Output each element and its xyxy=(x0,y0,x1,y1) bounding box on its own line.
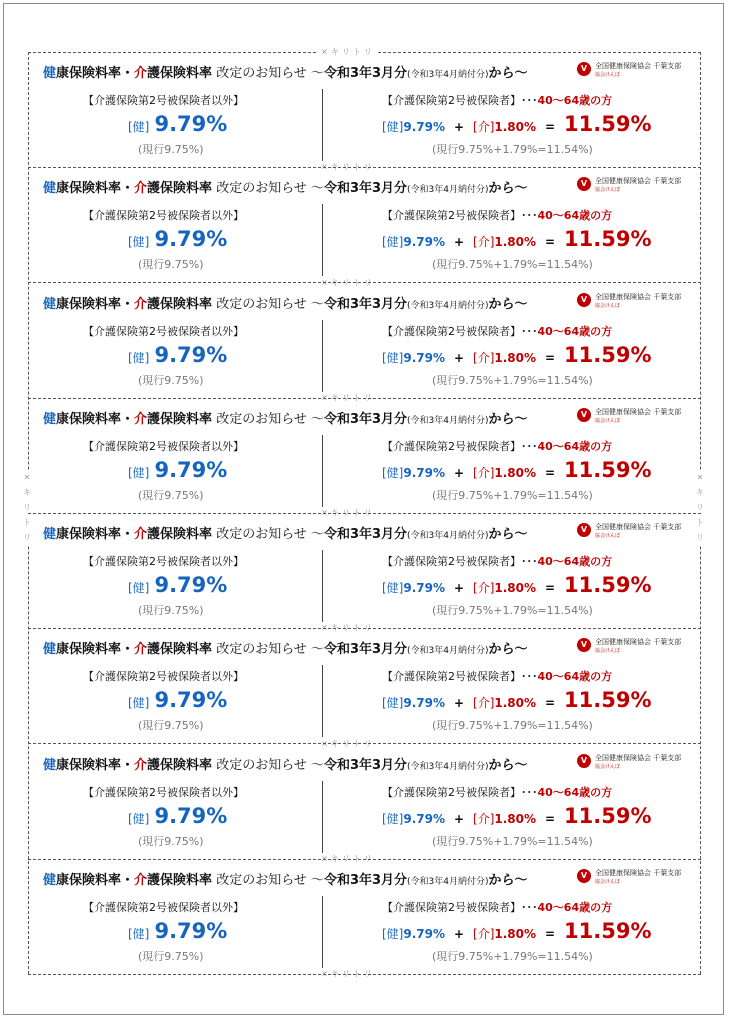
right-kai-tag: [介] xyxy=(473,350,495,365)
equals-sign: = xyxy=(545,235,556,250)
title-part2: 護保険料率 xyxy=(147,527,213,542)
logo-name: 全国健康保険協会 千葉支部 xyxy=(595,62,682,70)
title-notice: 改定のお知らせ ～ xyxy=(212,757,324,773)
right-current: (現行9.75%+1.79%=11.54%) xyxy=(432,949,593,963)
right-ken-rate: 9.79% xyxy=(403,581,446,595)
title-end: から～ xyxy=(488,66,528,81)
right-rate-formula xyxy=(382,227,652,251)
right-ken-tag: [健] xyxy=(382,350,404,365)
title-ken: 健 xyxy=(43,757,57,773)
logo-sub: 協会けんぽ xyxy=(595,187,621,194)
right-header xyxy=(382,553,612,569)
title-end: から～ xyxy=(488,296,528,312)
left-rate-value: 9.79% xyxy=(154,112,228,136)
title-small: (令和3年4月納付分) xyxy=(407,761,489,772)
right-header xyxy=(382,899,612,915)
title-small: (令和3年4月納付分) xyxy=(407,876,489,887)
left-rate-value: 9.79% xyxy=(154,918,228,943)
title-end: から～ xyxy=(488,872,528,888)
title-part1: 康保険料率・ xyxy=(56,181,135,197)
left-current: (現行9.75%) xyxy=(138,949,204,963)
title-small: (令和3年4月納付分) xyxy=(407,185,489,196)
right-header-label: 【介護保険第2号被保険者】･･･ xyxy=(382,209,538,223)
logo-name: 全国健康保険協会 千葉支部 xyxy=(595,407,682,416)
right-current: (現行9.75%+1.79%=11.54%) xyxy=(432,604,593,617)
side-cut-char: ✕ xyxy=(696,473,704,482)
notice-title xyxy=(43,638,528,657)
left-current: (現行9.75%) xyxy=(138,834,204,848)
right-current: (現行9.75%+1.79%=11.54%) xyxy=(432,834,593,848)
right-ken-rate: 9.79% xyxy=(403,235,446,250)
right-kai-rate: 1.80% xyxy=(494,120,537,134)
right-current: (現行9.75%+1.79%=11.54%) xyxy=(432,488,593,502)
notice-title xyxy=(43,869,528,888)
left-tag: [健] xyxy=(128,465,150,480)
right-total: 11.59% xyxy=(564,227,652,252)
side-cut-char: ト xyxy=(23,518,31,527)
title-kai: 介 xyxy=(134,66,148,81)
left-header: 【介護保険第2号被保険者以外】 xyxy=(83,785,244,799)
right-age: 40～64歳の方 xyxy=(537,785,613,799)
logo-mark-icon: V xyxy=(577,408,591,422)
column-divider xyxy=(322,665,323,737)
title-kai: 介 xyxy=(134,527,148,542)
right-kai-rate: 1.80% xyxy=(494,581,537,595)
right-rate-formula xyxy=(382,458,652,482)
right-rate-formula xyxy=(382,343,652,367)
right-ken-tag: [健] xyxy=(382,811,404,826)
logo-name: 全国健康保険協会 千葉支部 xyxy=(595,638,682,647)
title-date: 令和3年3月分 xyxy=(323,66,408,81)
logo-name: 全国健康保険協会 千葉支部 xyxy=(595,868,682,877)
right-header-label: 【介護保険第2号被保険者】･･･ xyxy=(382,324,538,338)
right-header-label: 【介護保険第2号被保険者】･･･ xyxy=(382,785,538,799)
left-tag: [健] xyxy=(128,235,150,250)
right-rate-formula xyxy=(382,919,652,943)
title-notice: 改定のお知らせ ～ xyxy=(212,642,324,658)
right-rate-formula xyxy=(382,688,652,712)
left-rate xyxy=(128,458,227,482)
left-rate-value: 9.79% xyxy=(154,803,228,828)
right-header xyxy=(382,92,612,108)
right-rate-formula xyxy=(382,804,652,828)
title-part2: 護保険料率 xyxy=(147,757,213,773)
side-cut-char: リ xyxy=(23,503,31,512)
right-total: 11.59% xyxy=(564,918,652,943)
left-rate-value: 9.79% xyxy=(154,573,228,597)
left-rate-value: 9.79% xyxy=(154,227,228,252)
logo-name: 全国健康保険協会 千葉支部 xyxy=(595,292,682,301)
notice-title xyxy=(43,523,528,542)
title-notice: 改定のお知らせ ～ xyxy=(212,527,324,542)
left-tag: [健] xyxy=(128,926,150,941)
right-current: (現行9.75%+1.79%=11.54%) xyxy=(432,258,593,272)
title-end: から～ xyxy=(488,181,528,197)
right-age: 40～64歳の方 xyxy=(537,439,613,453)
title-small: (令和3年4月納付分) xyxy=(407,415,489,426)
right-total: 11.59% xyxy=(564,112,652,136)
right-current: (現行9.75%+1.79%=11.54%) xyxy=(432,143,593,156)
title-notice: 改定のお知らせ ～ xyxy=(212,296,324,312)
column-divider xyxy=(322,204,323,276)
right-ken-tag: [健] xyxy=(382,120,404,134)
left-header: 【介護保険第2号被保険者以外】 xyxy=(83,209,244,223)
equals-sign: = xyxy=(545,465,556,480)
title-date: 令和3年3月分 xyxy=(323,527,408,542)
right-ken-rate: 9.79% xyxy=(403,120,446,134)
side-cut-char: ト xyxy=(696,518,704,527)
title-notice: 改定のお知らせ ～ xyxy=(212,411,324,427)
title-kai: 介 xyxy=(134,757,148,773)
title-part1: 康保険料率・ xyxy=(56,527,135,542)
title-date: 令和3年3月分 xyxy=(323,757,408,773)
plus-sign: + xyxy=(453,120,465,134)
logo-sub: 協会けんぽ xyxy=(595,648,621,655)
left-tag: [健] xyxy=(128,581,150,595)
coupon xyxy=(28,744,701,860)
right-kai-rate: 1.80% xyxy=(494,465,537,480)
right-kai-tag: [介] xyxy=(473,465,495,480)
title-part2: 護保険料率 xyxy=(147,181,213,197)
title-part2: 護保険料率 xyxy=(147,296,213,312)
left-rate xyxy=(128,112,227,136)
left-header: 【介護保険第2号被保険者以外】 xyxy=(83,555,244,568)
title-part2: 護保険料率 xyxy=(147,642,213,658)
title-part2: 護保険料率 xyxy=(147,872,213,888)
right-age: 40～64歳の方 xyxy=(537,555,613,568)
plus-sign: + xyxy=(453,350,465,365)
notice-title xyxy=(43,293,528,312)
right-ken-rate: 9.79% xyxy=(403,465,446,480)
right-age: 40～64歳の方 xyxy=(537,324,613,338)
left-tag: [健] xyxy=(128,696,150,711)
title-kai: 介 xyxy=(134,642,148,658)
cut-label: ✕キリトリ xyxy=(318,162,378,173)
title-part2: 護保険料率 xyxy=(147,66,213,81)
left-current: (現行9.75%) xyxy=(138,488,204,502)
title-ken: 健 xyxy=(43,181,57,197)
title-part2: 護保険料率 xyxy=(147,411,213,427)
left-rate xyxy=(128,804,227,828)
notice-title xyxy=(43,754,528,773)
left-rate xyxy=(128,573,227,597)
coupon xyxy=(28,283,701,399)
left-rate xyxy=(128,227,227,251)
logo-sub: 協会けんぽ xyxy=(595,878,621,885)
right-kai-rate: 1.80% xyxy=(494,926,537,941)
plus-sign: + xyxy=(453,581,465,595)
right-total: 11.59% xyxy=(564,457,652,482)
title-part1: 康保険料率・ xyxy=(56,66,135,81)
right-ken-tag: [健] xyxy=(382,581,404,595)
left-current: (現行9.75%) xyxy=(138,373,204,387)
plus-sign: + xyxy=(453,926,465,941)
right-header xyxy=(382,207,612,223)
left-tag: [健] xyxy=(128,811,150,826)
column-divider xyxy=(322,550,323,622)
column-divider xyxy=(322,320,323,392)
title-notice: 改定のお知らせ ～ xyxy=(212,872,324,888)
notice-title xyxy=(43,62,528,81)
title-end: から～ xyxy=(488,411,528,427)
coupon xyxy=(28,167,701,283)
right-age: 40～64歳の方 xyxy=(537,209,613,223)
title-notice: 改定のお知らせ ～ xyxy=(212,181,324,197)
title-part1: 康保険料率・ xyxy=(56,642,135,658)
side-cut-char: リ xyxy=(696,503,704,512)
title-small: (令和3年4月納付分) xyxy=(407,531,489,541)
title-small: (令和3年4月納付分) xyxy=(407,300,489,311)
column-divider xyxy=(322,89,323,161)
right-ken-rate: 9.79% xyxy=(403,811,446,826)
title-end: から～ xyxy=(488,642,528,658)
side-cut-char: キ xyxy=(696,488,704,497)
right-header-label: 【介護保険第2号被保険者】･･･ xyxy=(382,439,538,453)
left-current: (現行9.75%) xyxy=(138,258,204,272)
title-part1: 康保険料率・ xyxy=(56,872,135,888)
right-kai-tag: [介] xyxy=(473,120,495,134)
plus-sign: + xyxy=(453,235,465,250)
right-header xyxy=(382,438,612,454)
left-rate xyxy=(128,919,227,943)
logo-mark-icon: V xyxy=(577,754,591,768)
title-part1: 康保険料率・ xyxy=(56,757,135,773)
right-total: 11.59% xyxy=(564,688,652,713)
logo-mark-icon: V xyxy=(577,523,591,537)
left-rate-value: 9.79% xyxy=(154,688,228,713)
cut-label: ✕キリトリ xyxy=(318,277,378,288)
logo-name: 全国健康保険協会 千葉支部 xyxy=(595,753,682,762)
side-cut-char: リ xyxy=(23,533,31,542)
left-tag: [健] xyxy=(128,350,150,365)
equals-sign: = xyxy=(545,926,556,941)
right-rate-formula xyxy=(382,112,652,136)
right-kai-tag: [介] xyxy=(473,235,495,250)
notice-title xyxy=(43,177,528,196)
side-cut-char: キ xyxy=(23,488,31,497)
logo-mark-icon: V xyxy=(577,62,591,76)
left-header: 【介護保険第2号被保険者以外】 xyxy=(83,670,244,684)
plus-sign: + xyxy=(453,696,465,711)
left-header: 【介護保険第2号被保険者以外】 xyxy=(83,324,244,338)
left-header: 【介護保険第2号被保険者以外】 xyxy=(83,94,244,107)
right-age: 40～64歳の方 xyxy=(537,900,613,914)
right-age: 40～64歳の方 xyxy=(537,670,613,684)
right-ken-rate: 9.79% xyxy=(403,696,446,711)
title-part1: 康保険料率・ xyxy=(56,296,135,312)
title-ken: 健 xyxy=(43,642,57,658)
right-current: (現行9.75%+1.79%=11.54%) xyxy=(432,719,593,733)
right-header-label: 【介護保険第2号被保険者】･･･ xyxy=(382,900,538,914)
left-rate xyxy=(128,343,227,367)
right-ken-tag: [健] xyxy=(382,926,404,941)
logo-name: 全国健康保険協会 千葉支部 xyxy=(595,177,682,186)
left-current: (現行9.75%) xyxy=(138,143,204,156)
title-ken: 健 xyxy=(43,527,57,542)
right-total: 11.59% xyxy=(564,803,652,828)
right-header-label: 【介護保険第2号被保険者】･･･ xyxy=(382,94,538,107)
right-total: 11.59% xyxy=(564,573,652,597)
title-date: 令和3年3月分 xyxy=(323,181,408,197)
left-current: (現行9.75%) xyxy=(138,719,204,733)
title-notice: 改定のお知らせ ～ xyxy=(212,66,324,81)
right-rate-formula xyxy=(382,573,652,597)
logo-name: 全国健康保険協会 千葉支部 xyxy=(595,523,682,531)
title-small: (令和3年4月納付分) xyxy=(407,70,489,80)
logo-sub: 協会けんぽ xyxy=(595,72,621,78)
logo-mark-icon: V xyxy=(577,293,591,307)
coupon xyxy=(28,628,701,744)
right-kai-rate: 1.80% xyxy=(494,811,537,826)
column-divider xyxy=(322,781,323,853)
plus-sign: + xyxy=(453,465,465,480)
cut-label: ✕キリトリ xyxy=(318,853,378,864)
logo-sub: 協会けんぽ xyxy=(595,533,621,539)
equals-sign: = xyxy=(545,811,556,826)
notice-title xyxy=(43,408,528,427)
title-ken: 健 xyxy=(43,872,57,888)
left-current: (現行9.75%) xyxy=(138,604,204,617)
title-part1: 康保険料率・ xyxy=(56,411,135,427)
right-header xyxy=(382,668,612,684)
logo-mark-icon: V xyxy=(577,869,591,883)
equals-sign: = xyxy=(545,350,556,365)
cut-label: ✕キリトリ xyxy=(318,623,378,634)
logo-sub: 協会けんぽ xyxy=(595,417,621,424)
title-date: 令和3年3月分 xyxy=(323,872,408,888)
plus-sign: + xyxy=(453,811,465,826)
right-total: 11.59% xyxy=(564,342,652,367)
right-ken-tag: [健] xyxy=(382,696,404,711)
column-divider xyxy=(322,896,323,968)
title-end: から～ xyxy=(488,757,528,773)
right-kai-tag: [介] xyxy=(473,581,495,595)
equals-sign: = xyxy=(545,581,556,595)
right-header-label: 【介護保険第2号被保険者】･･･ xyxy=(382,670,538,684)
side-cut-char: ✕ xyxy=(23,473,31,482)
cut-label: ✕キリトリ xyxy=(318,47,378,58)
right-ken-rate: 9.79% xyxy=(403,926,446,941)
cut-label: ✕キリトリ xyxy=(318,969,378,980)
cut-label: ✕キリトリ xyxy=(318,508,378,519)
title-ken: 健 xyxy=(43,296,57,312)
left-rate-value: 9.79% xyxy=(154,457,228,482)
title-small: (令和3年4月納付分) xyxy=(407,646,489,657)
right-kai-tag: [介] xyxy=(473,811,495,826)
title-kai: 介 xyxy=(134,296,148,312)
right-kai-rate: 1.80% xyxy=(494,696,537,711)
title-kai: 介 xyxy=(134,411,148,427)
logo-sub: 協会けんぽ xyxy=(595,302,621,309)
title-ken: 健 xyxy=(43,411,57,427)
right-age: 40～64歳の方 xyxy=(537,94,613,107)
left-header: 【介護保険第2号被保険者以外】 xyxy=(83,439,244,453)
equals-sign: = xyxy=(545,696,556,711)
title-date: 令和3年3月分 xyxy=(323,296,408,312)
right-header xyxy=(382,784,612,800)
logo-mark-icon: V xyxy=(577,638,591,652)
equals-sign: = xyxy=(545,120,556,134)
coupon xyxy=(28,859,701,975)
right-current: (現行9.75%+1.79%=11.54%) xyxy=(432,373,593,387)
right-ken-tag: [健] xyxy=(382,235,404,250)
right-ken-rate: 9.79% xyxy=(403,350,446,365)
title-date: 令和3年3月分 xyxy=(323,642,408,658)
left-rate-value: 9.79% xyxy=(154,342,228,367)
title-date: 令和3年3月分 xyxy=(323,411,408,427)
cut-label: ✕キリトリ xyxy=(318,738,378,749)
right-kai-rate: 1.80% xyxy=(494,235,537,250)
right-kai-rate: 1.80% xyxy=(494,350,537,365)
right-header-label: 【介護保険第2号被保険者】･･･ xyxy=(382,555,538,568)
right-header xyxy=(382,323,612,339)
side-cut-char: リ xyxy=(696,533,704,542)
title-ken: 健 xyxy=(43,66,57,81)
right-kai-tag: [介] xyxy=(473,696,495,711)
right-ken-tag: [健] xyxy=(382,465,404,480)
left-header: 【介護保険第2号被保険者以外】 xyxy=(83,900,244,914)
coupon xyxy=(28,52,701,168)
coupon xyxy=(28,398,701,514)
left-rate xyxy=(128,688,227,712)
title-end: から～ xyxy=(488,527,528,542)
coupon xyxy=(28,513,701,629)
left-tag: [健] xyxy=(128,120,150,134)
right-kai-tag: [介] xyxy=(473,926,495,941)
logo-sub: 協会けんぽ xyxy=(595,763,621,770)
column-divider xyxy=(322,435,323,507)
title-kai: 介 xyxy=(134,181,148,197)
title-kai: 介 xyxy=(134,872,148,888)
logo-mark-icon: V xyxy=(577,177,591,191)
cut-label: ✕キリトリ xyxy=(318,392,378,403)
